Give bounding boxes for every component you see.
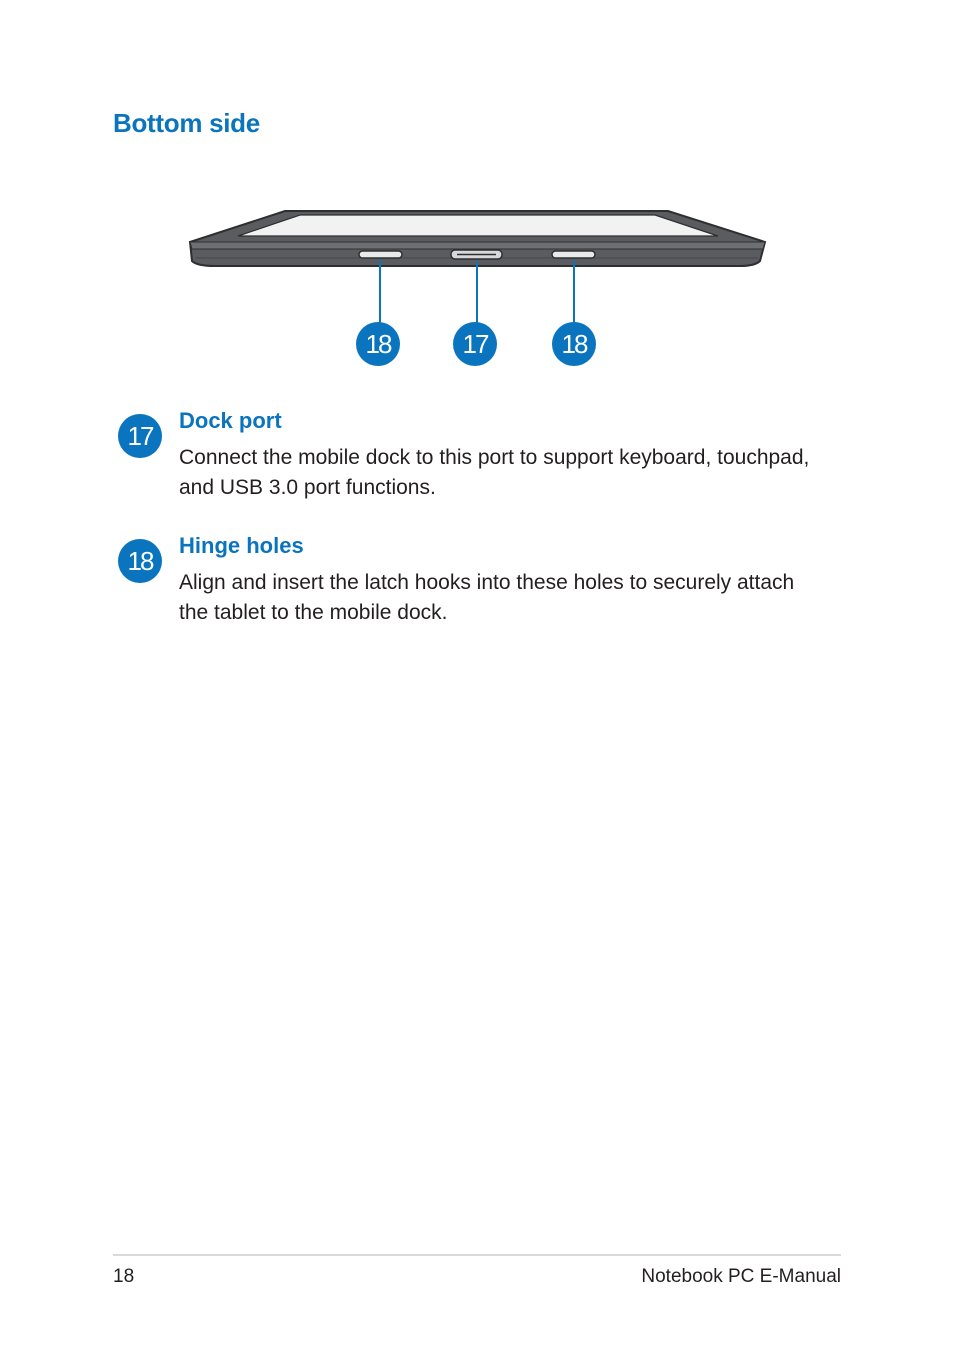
footer-divider bbox=[113, 1254, 841, 1256]
hinge-hole-right bbox=[552, 251, 595, 258]
callout-label: 18 bbox=[365, 329, 391, 359]
hinge-hole-left bbox=[359, 251, 402, 258]
item-title: Hinge holes bbox=[179, 533, 304, 558]
footer-page-number: 18 bbox=[113, 1266, 135, 1287]
callout-badge bbox=[552, 322, 596, 366]
callout-label: 18 bbox=[561, 329, 587, 359]
item-description: Align and insert the latch hooks into these holes to securely attach the tablet to the mobile dock. bbox=[179, 571, 795, 624]
section-title: Bottom side bbox=[113, 108, 260, 138]
item-number-badge: 18 bbox=[118, 539, 162, 583]
tablet-device bbox=[190, 211, 765, 266]
item-number-badge: 17 bbox=[118, 414, 162, 458]
tablet-bottom-illustration bbox=[0, 0, 954, 400]
item-title: Dock port bbox=[179, 408, 282, 433]
footer-manual-title: Notebook PC E-Manual bbox=[641, 1266, 841, 1287]
callout-label: 17 bbox=[462, 329, 488, 359]
callout-badge bbox=[356, 322, 400, 366]
item-description: Connect the mobile dock to this port to support keyboard, touchpad, and USB 3.0 port functions. bbox=[179, 446, 810, 499]
callout-badge bbox=[453, 322, 497, 366]
